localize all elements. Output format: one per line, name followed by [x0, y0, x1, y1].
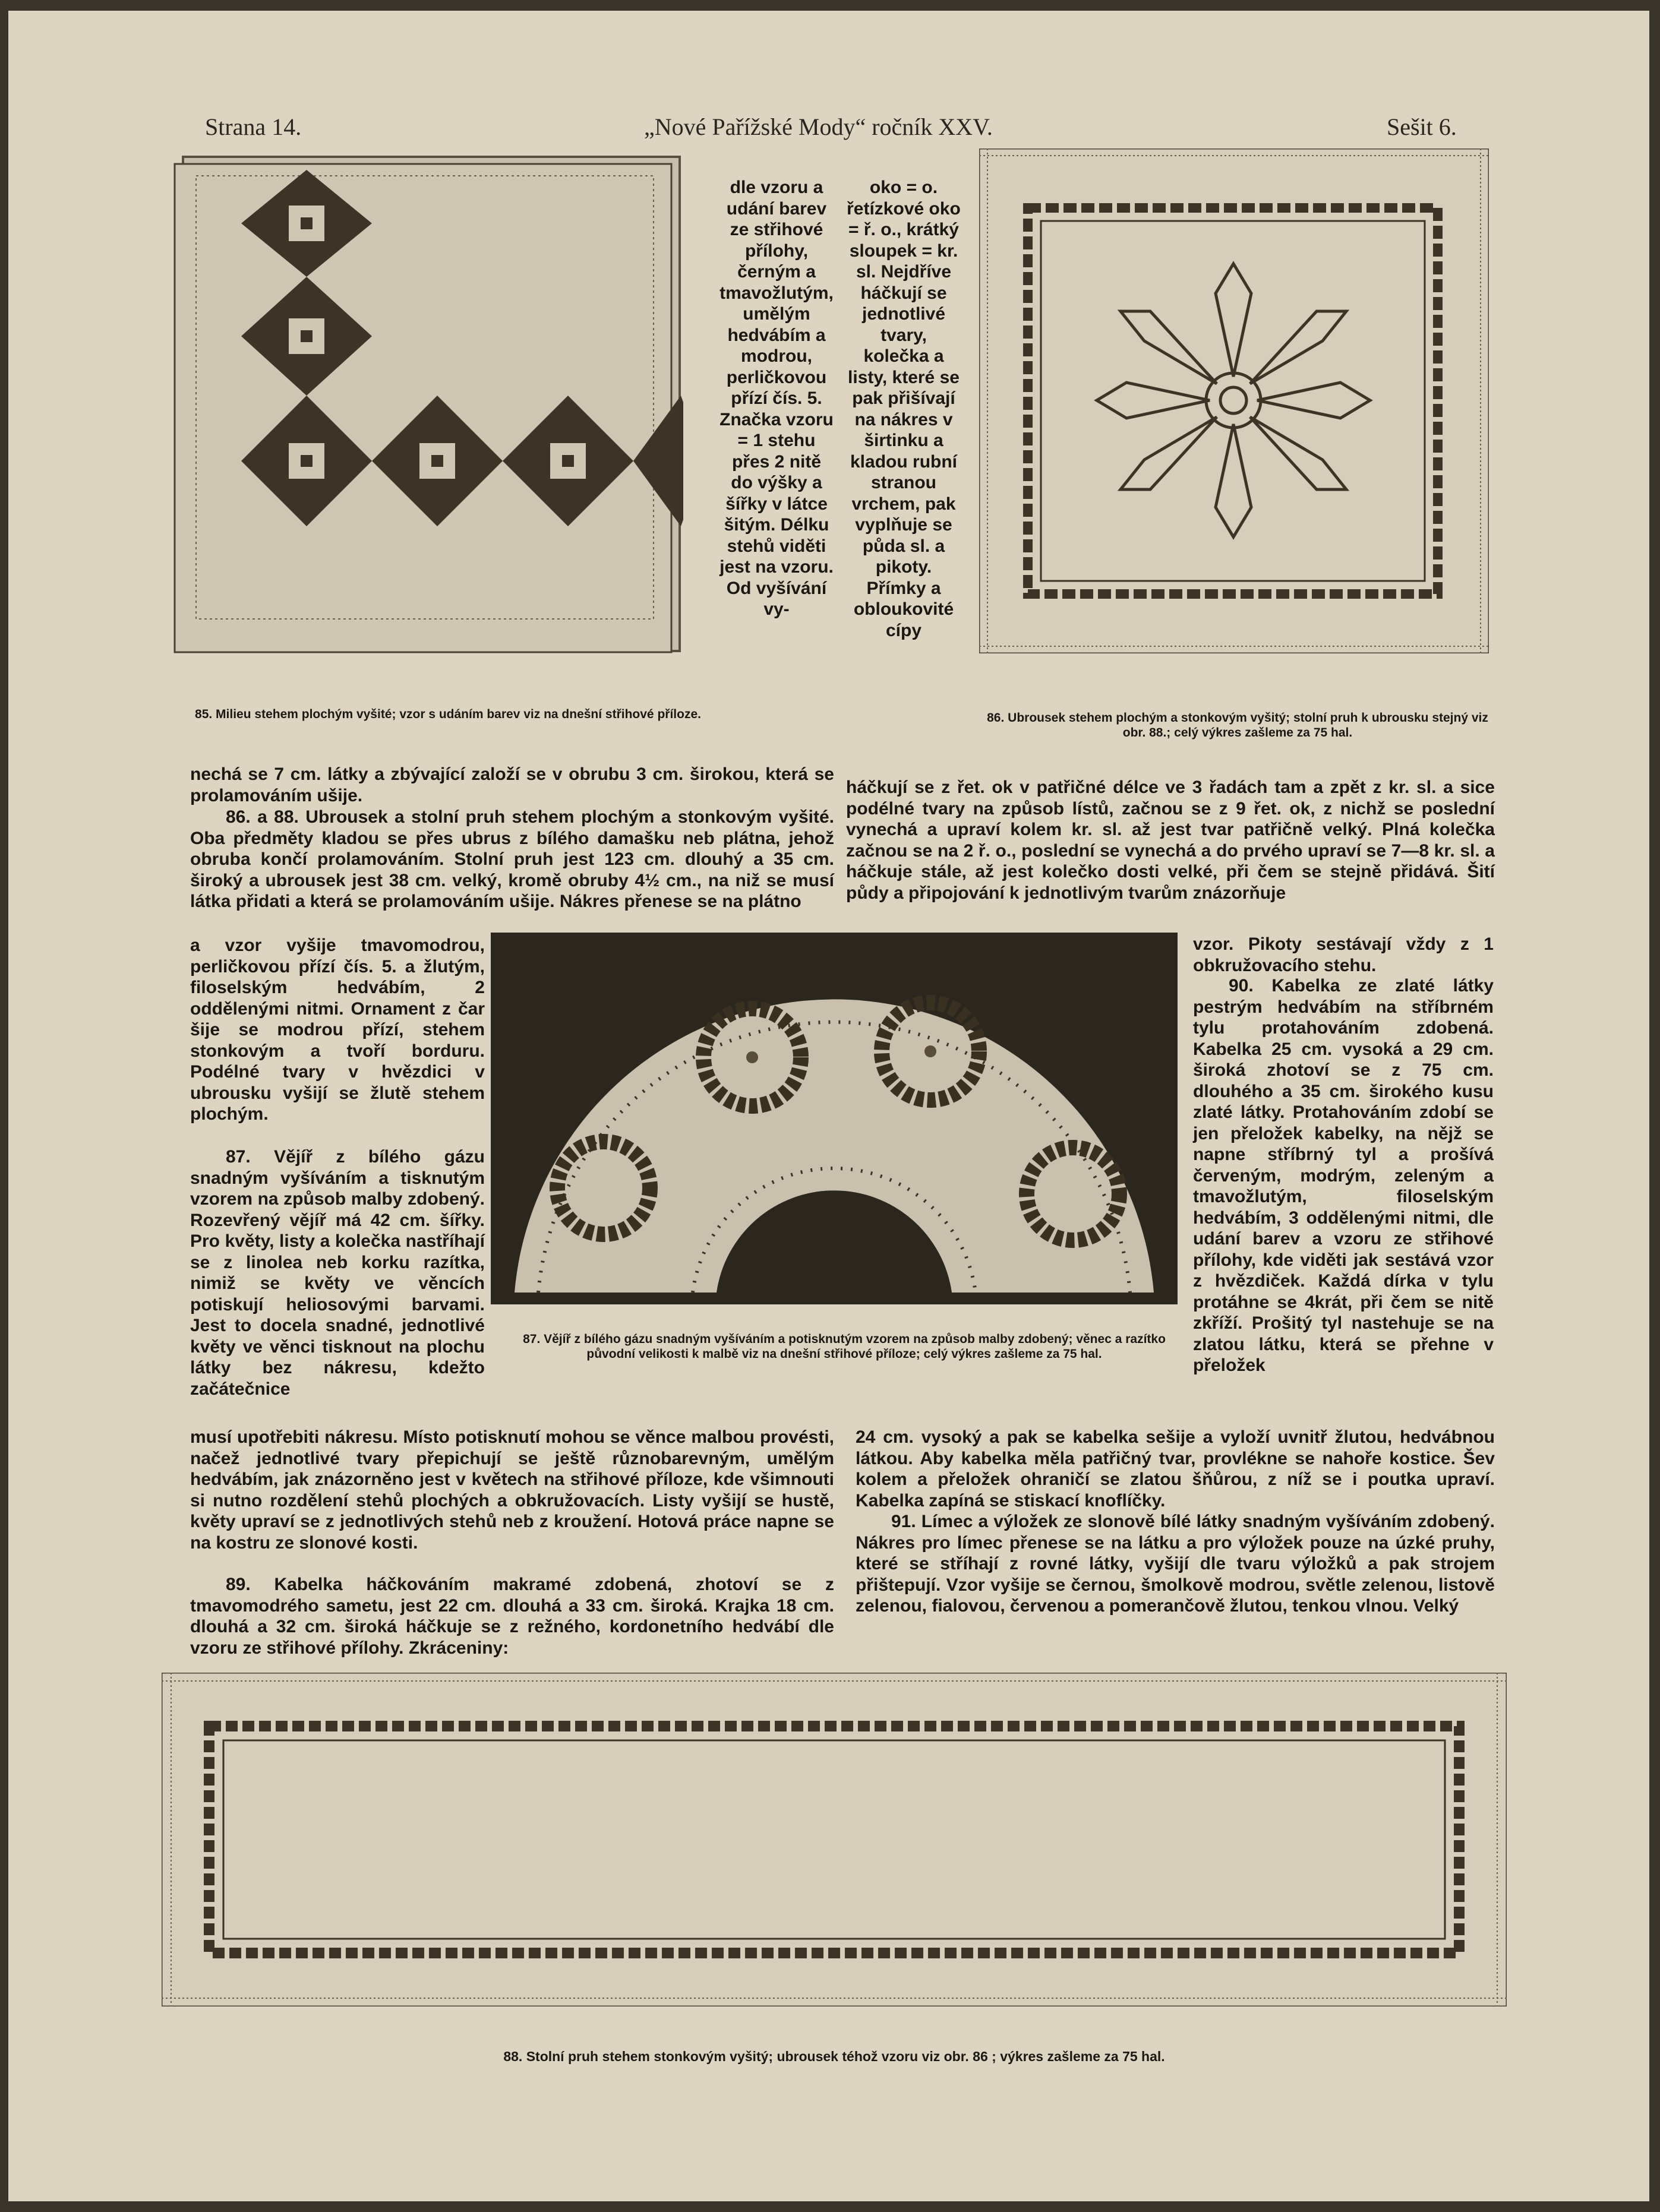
- text-block-87: 87. Vějíř z bílého gázu snadným vyšíváním a tisknutým vzorem na způsob malby zdobený. Rozevřený vějíř má 42 cm. šířky. Pro květy, listy a kolečka nastříhají se z linolea neb korku razítka, nimiž se květy ve věncích potiskují heliosovými barvami. Jest to docela snadné, jednotlivé květy ve věnci tisknout na plochu látky bez nákresu, kdežto začátečnice: [190, 1147, 485, 1399]
- caption-fig-86: 86. Ubrousek stehem plochým a stonkovým vyšitý; stolní pruh k ubrousku stejný viz obr. 88.; celý výkres zašleme za 75 hal.: [987, 711, 1488, 740]
- text-block-right-4: 24 cm. vysoký a pak se kabelka sešije a vyloží uvnitř žlutou, hedvábnou látkou. Aby kabelka měla patřičný tvar, provlékne se nahoře kostice. Šev kolem a přeložek ohraničí se zlatou šňůrou, z níž se i poutka upraví. Kabelka zapíná se stiskací knoflíčky.: [856, 1427, 1495, 1511]
- text-block-86-88: 86. a 88. Ubrousek a stolní pruh stehem plochým a stonkovým vyšité. Oba předměty kladou se přes ubrus z bílého damašku neb plátna, jehož obruba končí prolamováním. Stolní pruh jest 123 cm. dlouhý a 35 cm. široký a ubrousek jest 38 cm. velký, kromě obruby 4½ cm., na niž se musí látka přidati a která se prolamováním ušije. Nákres přenese se na plátno: [190, 807, 834, 911]
- caption-fig-85: 85. Milieu stehem plochým vyšité; vzor s udáním barev viz na dnešní střihové příloze.: [195, 707, 701, 721]
- caption-fig-87: 87. Vějíř z bílého gázu snadným vyšíváním a potisknutým vzorem na způsob malby zdobený; věnec a razítko původní velikosti k malbě viz na dnešní střihové příloze; celý výkres zašleme za 75 hal.: [523, 1332, 1166, 1361]
- running-title: „Nové Pařížské Mody“ ročník XXV.: [644, 113, 993, 140]
- text-block-left-5: musí upotřebiti nákresu. Místo potisknutí mohou se věnce malbou provésti, načež jednotlivé tvary přepichují se ještě různobarevným, umělým hedvábím, jak znázorněno jest v květech na střihové příloze, kde všimnouti si nutno rozdělení stehů plochých a obkružovacích. Listy vyšijí se hustě, květy upraví se z jednotlivých stehů neb z kroužení. Hotová práce napne se na kostru ze slonové kosti.: [190, 1427, 834, 1553]
- text-block-left-1: nechá se 7 cm. látky a zbývající založí se v obrubu 3 cm. širokou, která se prolamováním ušije.: [190, 764, 834, 805]
- text-block-left-3: a vzor vyšije tmavomodrou, perličkovou přízí čís. 5. a žlutým, filoselským hedvábím, 2 oddělenými nitmi. Ornament z čar šije se modrou přízí, stehem stonkovým a tvoří borduru. Podélné tvary v hvězdici v ubrousku vyšijí se žlutě stehem plochým.: [190, 936, 485, 1124]
- figure-86-doily: [979, 148, 1489, 653]
- text-block-right-2: vzor. Pikoty sestávají vždy z 1 obkružovacího stehu.: [1193, 934, 1494, 975]
- issue-number: Sešit 6.: [1387, 113, 1457, 140]
- figure-85-milieu: [170, 152, 683, 663]
- text-block-89: 89. Kabelka háčkováním makramé zdobená, zhotoví se z tmavomodrého sametu, jest 22 cm. dlouhá a 33 cm. široká. Krajka 18 cm. dlouhá a 32 cm. široká háčkuje se z režného, kordonetního hedvábí dle vzoru ze střihové přílohy. Zkráceniny:: [190, 1575, 834, 1658]
- text-block-91: 91. Límec a výložek ze slonově bílé látky snadným vyšíváním zdobený. Nákres pro límec přenese se na látku a pro výložek pouze na úzké pruhy, které se stříhají z rovné látky, vyšijí dle tvaru výložků a pak strojem přištepují. Vzor vyšije se černou, šmolkově modrou, světle zelenou, listově zelenou, fialovou, červenou a pomerančově žlutou, tenkou vlnou. Velký: [856, 1512, 1495, 1616]
- text-block-90: 90. Kabelka ze zlaté látky pestrým hedvábím na stříbrném tylu protahováním zdobená. Kabelka 25 cm. vysoká a 29 cm. široká zhotoví se z 75 cm. dlouhého a 35 cm. širokého kusu zlaté látky. Protahováním zdobí se jen přeložek kabelky, na nějž se napne stříbrný tyl a prošívá červeným, modrým, zeleným a tmavožlutým, filoselským hedvábím, 3 oddělenými nitmi, dle udání barev a vzoru ze střihové přílohy, kde viděti jak sestává vzor z hvězdiček. Každá dírka v tylu protáhne se 4krát, při čem se nitě zkříží. Prošitý tyl nastehuje se na zlatou látku, která se přehne v přeložek: [1193, 976, 1494, 1375]
- figure-88-table-runner: [162, 1673, 1507, 2006]
- narrow-column-a: dle vzoru a udání barev ze střihové přílohy, černým a tmavožlutým, umělým hedvábím a modrou, perličkovou přízí čís. 5. Značka vzoru = 1 stehu přes 2 nitě do výšky a šířky v látce šitým. Délku stehů viděti jest na vzoru. Od vyšívání vy-: [719, 178, 834, 619]
- page: [8, 11, 1649, 2201]
- page-number: Strana 14.: [205, 113, 302, 140]
- figure-87-fan: [491, 933, 1178, 1304]
- narrow-column-b: oko = o. řetízkové oko = ř. o., krátký sloupek = kr. sl. Nejdříve háčkují se jednotlivé tvary, kolečka a listy, které se pak přišívají na nákres v širtinku a kladou rubní stranou vrchem, pak vyplňuje se půda sl. a pikoty. Přímky a obloukovité cípy: [847, 178, 961, 640]
- caption-fig-88: 88. Stolní pruh stehem stonkovým vyšitý; ubrousek téhož vzoru viz obr. 86 ; výkres zašleme za 75 hal.: [503, 2049, 1165, 2064]
- text-block-right-1: háčkují se z řet. ok v patřičné délce ve 3 řadách tam a zpět z kr. sl. a sice podélné tvary na způsob lístů, začnou se z 9 řet. ok, z nichž se poslední vynechá a upraví kolem kr. sl. až jest tvar patřičně velký. Plná kolečka začnou se na 2 ř. o., poslední se vynechá a do prvého upraví se 7—8 kr. sl. a háčkuje stále, až jest kolečko dosti velké, při čem se stejně přidává. Šití půdy a připojování k jednotlivým tvarům znázorňuje: [846, 778, 1495, 903]
